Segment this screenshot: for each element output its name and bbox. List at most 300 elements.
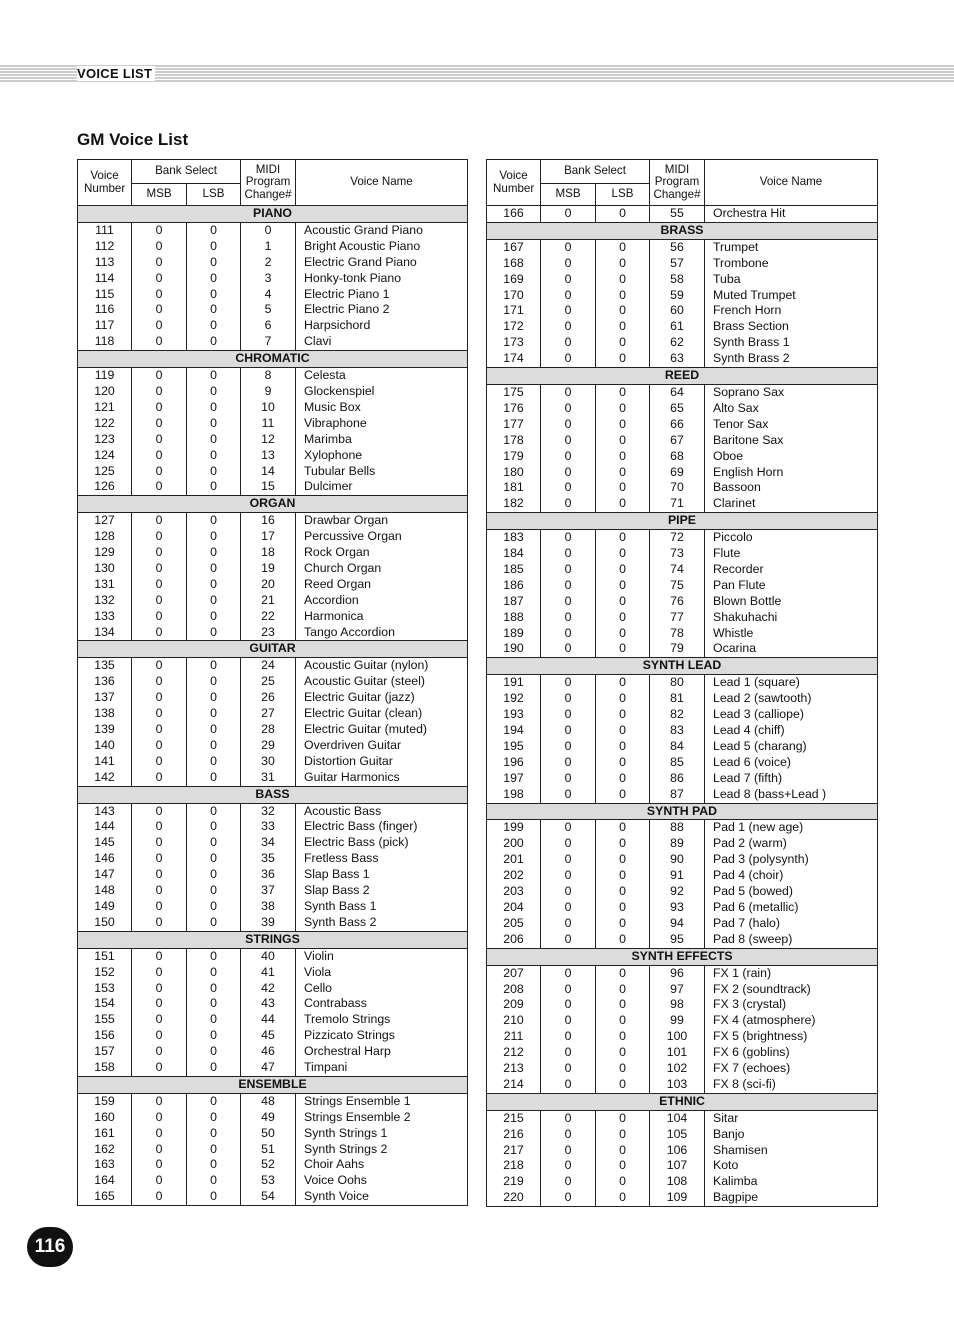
voice-number: 129 — [78, 545, 132, 561]
voice-row — [78, 368, 468, 384]
voice-name: Viola — [296, 965, 468, 981]
lsb-value: 0 — [596, 1045, 650, 1061]
voice-number: 177 — [487, 417, 541, 433]
voice-row — [487, 417, 878, 433]
lsb-value: 0 — [596, 465, 650, 481]
msb-value: 0 — [132, 448, 187, 464]
category-label: ORGAN — [78, 496, 468, 513]
voice-number: 155 — [78, 1012, 132, 1028]
col-header-voice-number: Voice Number — [78, 160, 132, 206]
voice-row — [78, 334, 468, 350]
lsb-value: 0 — [596, 239, 650, 255]
voice-row — [78, 981, 468, 997]
voice-name: Acoustic Grand Piano — [296, 222, 468, 238]
msb-value: 0 — [541, 836, 596, 852]
voice-number: 140 — [78, 738, 132, 754]
program-change: 0 — [241, 222, 296, 238]
msb-value: 0 — [132, 318, 187, 334]
program-change: 72 — [650, 530, 705, 546]
col-header-msb: MSB — [541, 184, 596, 206]
voice-row — [78, 770, 468, 786]
voice-number: 141 — [78, 754, 132, 770]
voice-name: Trombone — [705, 256, 878, 272]
voice-name: Honky-tonk Piano — [296, 271, 468, 287]
voice-row — [78, 432, 468, 448]
lsb-value: 0 — [596, 256, 650, 272]
category-row — [78, 496, 468, 513]
voice-name: Pad 8 (sweep) — [705, 932, 878, 948]
msb-value: 0 — [132, 899, 187, 915]
voice-name: Electric Guitar (jazz) — [296, 690, 468, 706]
program-change: 24 — [241, 658, 296, 674]
voice-row — [78, 302, 468, 318]
voice-number: 145 — [78, 835, 132, 851]
msb-value: 0 — [132, 1028, 187, 1044]
msb-value: 0 — [541, 675, 596, 691]
lsb-value: 0 — [187, 899, 241, 915]
voice-name: Strings Ensemble 1 — [296, 1093, 468, 1109]
voice-number: 122 — [78, 416, 132, 432]
voice-name: Kalimba — [705, 1174, 878, 1190]
program-change: 12 — [241, 432, 296, 448]
voice-row — [487, 691, 878, 707]
lsb-value: 0 — [187, 1028, 241, 1044]
voice-row — [78, 1173, 468, 1189]
voice-row — [78, 625, 468, 641]
program-change: 52 — [241, 1157, 296, 1173]
voice-name: Koto — [705, 1158, 878, 1174]
program-change: 11 — [241, 416, 296, 432]
voice-number: 133 — [78, 609, 132, 625]
program-change: 33 — [241, 819, 296, 835]
voice-row — [78, 416, 468, 432]
msb-value: 0 — [541, 401, 596, 417]
msb-value: 0 — [132, 561, 187, 577]
program-change: 37 — [241, 883, 296, 899]
voice-number: 180 — [487, 465, 541, 481]
program-change: 66 — [650, 417, 705, 433]
voice-row — [78, 819, 468, 835]
voice-name: Electric Piano 2 — [296, 302, 468, 318]
lsb-value: 0 — [187, 593, 241, 609]
msb-value: 0 — [132, 770, 187, 786]
voice-number: 193 — [487, 707, 541, 723]
voice-number: 181 — [487, 480, 541, 496]
category-label: SYNTH EFFECTS — [487, 948, 878, 965]
voice-number: 183 — [487, 530, 541, 546]
voice-row — [487, 1174, 878, 1190]
program-change: 61 — [650, 319, 705, 335]
msb-value: 0 — [541, 1110, 596, 1126]
category-row — [78, 351, 468, 368]
voice-name: Glockenspiel — [296, 384, 468, 400]
col-header-bank-select: Bank Select — [132, 160, 241, 184]
voice-name: Marimba — [296, 432, 468, 448]
msb-value: 0 — [541, 1045, 596, 1061]
lsb-value: 0 — [596, 335, 650, 351]
voice-name: FX 4 (atmosphere) — [705, 1013, 878, 1029]
lsb-value: 0 — [187, 432, 241, 448]
lsb-value: 0 — [596, 1143, 650, 1159]
msb-value: 0 — [541, 594, 596, 610]
program-change: 40 — [241, 948, 296, 964]
voice-row — [78, 1126, 468, 1142]
program-change: 108 — [650, 1174, 705, 1190]
lsb-value: 0 — [187, 1110, 241, 1126]
program-change: 83 — [650, 723, 705, 739]
program-change: 86 — [650, 771, 705, 787]
program-change: 64 — [650, 384, 705, 400]
lsb-value: 0 — [187, 222, 241, 238]
voice-number: 208 — [487, 982, 541, 998]
voice-row — [78, 867, 468, 883]
program-change: 55 — [650, 206, 705, 223]
voice-name: Voice Oohs — [296, 1173, 468, 1189]
msb-value: 0 — [132, 593, 187, 609]
voice-row — [78, 529, 468, 545]
voice-number: 116 — [78, 302, 132, 318]
program-change: 74 — [650, 562, 705, 578]
program-change: 51 — [241, 1142, 296, 1158]
table-body — [487, 206, 878, 1207]
program-change: 20 — [241, 577, 296, 593]
lsb-value: 0 — [596, 272, 650, 288]
voice-row — [78, 674, 468, 690]
voice-row — [487, 755, 878, 771]
voice-number: 130 — [78, 561, 132, 577]
lsb-value: 0 — [187, 334, 241, 350]
voice-name: Synth Brass 1 — [705, 335, 878, 351]
msb-value: 0 — [541, 1029, 596, 1045]
program-change: 98 — [650, 997, 705, 1013]
lsb-value: 0 — [596, 1174, 650, 1190]
voice-row — [78, 222, 468, 238]
col-header-voice-name: Voice Name — [296, 160, 468, 206]
voice-number: 189 — [487, 626, 541, 642]
category-label: GUITAR — [78, 641, 468, 658]
page-title: GM Voice List — [77, 130, 189, 149]
col-header-msb: MSB — [132, 184, 187, 206]
program-change: 69 — [650, 465, 705, 481]
voice-row — [487, 1077, 878, 1093]
msb-value: 0 — [132, 625, 187, 641]
category-row — [78, 1076, 468, 1093]
lsb-value: 0 — [596, 707, 650, 723]
lsb-value: 0 — [187, 561, 241, 577]
msb-value: 0 — [132, 479, 187, 495]
lsb-value: 0 — [596, 1190, 650, 1206]
msb-value: 0 — [132, 222, 187, 238]
col-header-midi-program: MIDI Program Change# — [650, 160, 705, 206]
msb-value: 0 — [132, 738, 187, 754]
voice-name: Bassoon — [705, 480, 878, 496]
voice-row — [78, 658, 468, 674]
program-change: 36 — [241, 867, 296, 883]
program-change: 65 — [650, 401, 705, 417]
voice-name: Tenor Sax — [705, 417, 878, 433]
msb-value: 0 — [132, 722, 187, 738]
voice-name: Percussive Organ — [296, 529, 468, 545]
voice-row — [78, 593, 468, 609]
program-change: 13 — [241, 448, 296, 464]
voice-number: 125 — [78, 464, 132, 480]
lsb-value: 0 — [187, 577, 241, 593]
voice-row — [78, 239, 468, 255]
msb-value: 0 — [132, 400, 187, 416]
program-change: 99 — [650, 1013, 705, 1029]
voice-number: 128 — [78, 529, 132, 545]
program-change: 88 — [650, 820, 705, 836]
lsb-value: 0 — [596, 562, 650, 578]
voice-row — [78, 1142, 468, 1158]
voice-row — [487, 1158, 878, 1174]
voice-number: 150 — [78, 915, 132, 931]
program-change: 89 — [650, 836, 705, 852]
voice-row — [78, 384, 468, 400]
program-change: 60 — [650, 303, 705, 319]
voice-number: 196 — [487, 755, 541, 771]
lsb-value: 0 — [596, 900, 650, 916]
msb-value: 0 — [541, 1158, 596, 1174]
voice-row — [487, 256, 878, 272]
msb-value: 0 — [132, 1173, 187, 1189]
section-header-label: VOICE LIST — [77, 66, 155, 81]
lsb-value: 0 — [187, 883, 241, 899]
msb-value: 0 — [541, 641, 596, 657]
category-row — [487, 1093, 878, 1110]
voice-row — [487, 675, 878, 691]
msb-value: 0 — [541, 496, 596, 512]
voice-number: 198 — [487, 787, 541, 803]
program-change: 82 — [650, 707, 705, 723]
msb-value: 0 — [541, 916, 596, 932]
voice-number: 139 — [78, 722, 132, 738]
voice-number: 176 — [487, 401, 541, 417]
voice-row — [487, 626, 878, 642]
lsb-value: 0 — [596, 884, 650, 900]
lsb-value: 0 — [187, 302, 241, 318]
lsb-value: 0 — [187, 754, 241, 770]
voice-number: 188 — [487, 610, 541, 626]
voice-number: 153 — [78, 981, 132, 997]
voice-number: 168 — [487, 256, 541, 272]
voice-name: Slap Bass 2 — [296, 883, 468, 899]
program-change: 14 — [241, 464, 296, 480]
lsb-value: 0 — [187, 1012, 241, 1028]
voice-number: 148 — [78, 883, 132, 899]
lsb-value: 0 — [187, 1126, 241, 1142]
lsb-value: 0 — [187, 738, 241, 754]
msb-value: 0 — [132, 464, 187, 480]
voice-number: 190 — [487, 641, 541, 657]
msb-value: 0 — [541, 884, 596, 900]
lsb-value: 0 — [596, 675, 650, 691]
lsb-value: 0 — [596, 1127, 650, 1143]
voice-row — [78, 479, 468, 495]
msb-value: 0 — [132, 302, 187, 318]
program-change: 47 — [241, 1060, 296, 1076]
voice-name: Harpsichord — [296, 318, 468, 334]
lsb-value: 0 — [596, 449, 650, 465]
category-label: STRINGS — [78, 931, 468, 948]
voice-name: Vibraphone — [296, 416, 468, 432]
program-change: 104 — [650, 1110, 705, 1126]
voice-name: Church Organ — [296, 561, 468, 577]
program-change: 42 — [241, 981, 296, 997]
lsb-value: 0 — [187, 948, 241, 964]
program-change: 19 — [241, 561, 296, 577]
voice-row — [487, 932, 878, 948]
program-change: 80 — [650, 675, 705, 691]
msb-value: 0 — [132, 239, 187, 255]
program-change: 59 — [650, 288, 705, 304]
voice-name: Cello — [296, 981, 468, 997]
voice-row — [487, 562, 878, 578]
voice-name: Accordion — [296, 593, 468, 609]
voice-name: Electric Guitar (clean) — [296, 706, 468, 722]
voice-name: Dulcimer — [296, 479, 468, 495]
lsb-value: 0 — [187, 529, 241, 545]
voice-name: Flute — [705, 546, 878, 562]
program-change: 78 — [650, 626, 705, 642]
program-change: 34 — [241, 835, 296, 851]
msb-value: 0 — [541, 1174, 596, 1190]
category-row — [78, 931, 468, 948]
program-change: 35 — [241, 851, 296, 867]
lsb-value: 0 — [596, 787, 650, 803]
voice-name: Lead 6 (voice) — [705, 755, 878, 771]
lsb-value: 0 — [187, 545, 241, 561]
program-change: 96 — [650, 965, 705, 981]
program-change: 81 — [650, 691, 705, 707]
voice-number: 178 — [487, 433, 541, 449]
voice-name: Lead 2 (sawtooth) — [705, 691, 878, 707]
lsb-value: 0 — [596, 417, 650, 433]
msb-value: 0 — [541, 417, 596, 433]
program-change: 28 — [241, 722, 296, 738]
voice-name: Acoustic Guitar (steel) — [296, 674, 468, 690]
program-change: 38 — [241, 899, 296, 915]
msb-value: 0 — [541, 351, 596, 367]
voice-number: 197 — [487, 771, 541, 787]
voice-name: Muted Trumpet — [705, 288, 878, 304]
msb-value: 0 — [132, 754, 187, 770]
voice-row — [78, 690, 468, 706]
voice-name: French Horn — [705, 303, 878, 319]
lsb-value: 0 — [596, 723, 650, 739]
voice-name: Shakuhachi — [705, 610, 878, 626]
voice-name: Guitar Harmonics — [296, 770, 468, 786]
voice-row — [487, 610, 878, 626]
lsb-value: 0 — [187, 287, 241, 303]
msb-value: 0 — [132, 513, 187, 529]
lsb-value: 0 — [596, 641, 650, 657]
voice-row — [487, 820, 878, 836]
voice-row — [487, 480, 878, 496]
voice-name: Xylophone — [296, 448, 468, 464]
voice-name: Tremolo Strings — [296, 1012, 468, 1028]
lsb-value: 0 — [187, 416, 241, 432]
voice-name: Strings Ensemble 2 — [296, 1110, 468, 1126]
voice-number: 204 — [487, 900, 541, 916]
msb-value: 0 — [541, 335, 596, 351]
voice-number: 143 — [78, 803, 132, 819]
program-change: 5 — [241, 302, 296, 318]
voice-row — [487, 982, 878, 998]
voice-number: 134 — [78, 625, 132, 641]
program-change: 18 — [241, 545, 296, 561]
voice-number: 202 — [487, 868, 541, 884]
voice-row — [78, 851, 468, 867]
voice-name: Lead 4 (chiff) — [705, 723, 878, 739]
program-change: 27 — [241, 706, 296, 722]
voice-row — [487, 433, 878, 449]
voice-name: Violin — [296, 948, 468, 964]
voice-name: Synth Bass 1 — [296, 899, 468, 915]
msb-value: 0 — [541, 820, 596, 836]
voice-row — [78, 948, 468, 964]
voice-row — [78, 1110, 468, 1126]
program-change: 6 — [241, 318, 296, 334]
program-change: 100 — [650, 1029, 705, 1045]
category-label: BASS — [78, 786, 468, 803]
lsb-value: 0 — [596, 578, 650, 594]
msb-value: 0 — [541, 480, 596, 496]
voice-number: 192 — [487, 691, 541, 707]
voice-number: 152 — [78, 965, 132, 981]
voice-name: Synth Strings 1 — [296, 1126, 468, 1142]
msb-value: 0 — [541, 739, 596, 755]
msb-value: 0 — [132, 545, 187, 561]
msb-value: 0 — [541, 1061, 596, 1077]
program-change: 92 — [650, 884, 705, 900]
lsb-value: 0 — [596, 433, 650, 449]
voice-name: FX 3 (crystal) — [705, 997, 878, 1013]
lsb-value: 0 — [596, 771, 650, 787]
voice-name: FX 5 (brightness) — [705, 1029, 878, 1045]
voice-name: Shamisen — [705, 1143, 878, 1159]
voice-row — [487, 916, 878, 932]
voice-name: Electric Grand Piano — [296, 255, 468, 271]
category-row — [78, 786, 468, 803]
msb-value: 0 — [541, 384, 596, 400]
voice-number: 212 — [487, 1045, 541, 1061]
lsb-value: 0 — [187, 368, 241, 384]
voice-name: Celesta — [296, 368, 468, 384]
program-change: 103 — [650, 1077, 705, 1093]
lsb-value: 0 — [187, 851, 241, 867]
msb-value: 0 — [132, 706, 187, 722]
voice-name: Ocarina — [705, 641, 878, 657]
lsb-value: 0 — [596, 932, 650, 948]
voice-name: Alto Sax — [705, 401, 878, 417]
lsb-value: 0 — [187, 1189, 241, 1205]
lsb-value: 0 — [596, 739, 650, 755]
voice-number: 123 — [78, 432, 132, 448]
lsb-value: 0 — [187, 255, 241, 271]
voice-name: Electric Bass (finger) — [296, 819, 468, 835]
lsb-value: 0 — [187, 271, 241, 287]
category-label: PIANO — [78, 206, 468, 223]
voice-row — [78, 706, 468, 722]
category-row — [487, 513, 878, 530]
program-change: 77 — [650, 610, 705, 626]
lsb-value: 0 — [596, 206, 650, 223]
voice-number: 112 — [78, 239, 132, 255]
voice-name: Lead 8 (bass+Lead ) — [705, 787, 878, 803]
msb-value: 0 — [541, 288, 596, 304]
voice-name: Orchestra Hit — [705, 206, 878, 223]
